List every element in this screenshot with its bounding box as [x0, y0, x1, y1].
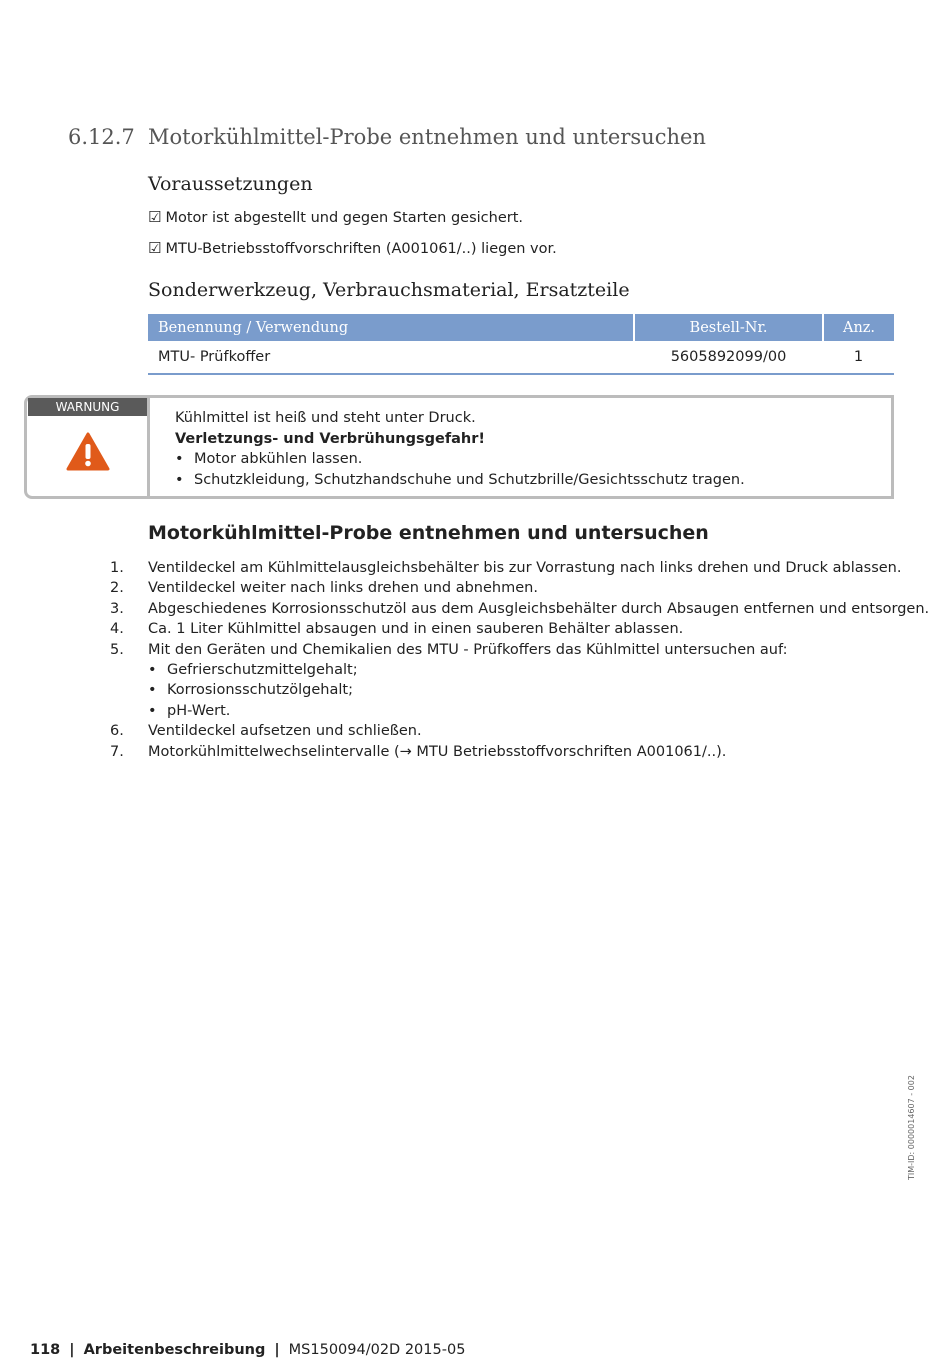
cell-order-no: 5605892099/00: [634, 341, 823, 374]
list-item: 4. Ca. 1 Liter Kühlmittel absaugen und in einen sauberen Behälter ablassen.: [110, 621, 684, 638]
table-header-row: [148, 314, 894, 341]
sub-list-item: • Korrosionsschutzölgehalt;: [148, 682, 353, 699]
column-header-name: Benennung / Verwendung: [148, 314, 634, 341]
warning-hazard: Kühlmittel ist heiß und steht unter Druck.: [175, 410, 476, 426]
procedure-heading: Motorkühlmittel-Probe entnehmen und untersuchen: [148, 522, 709, 544]
sub-list-item: • Gefrierschutzmittelgehalt;: [148, 662, 358, 679]
warning-divider: [147, 398, 150, 499]
page-footer: [30, 1342, 465, 1358]
warning-bullet: • Motor abkühlen lassen.: [175, 451, 363, 467]
tools-heading: Sonderwerkzeug, Verbrauchsmaterial, Ersatzteile: [148, 279, 630, 301]
list-item: 6. Ventildeckel aufsetzen und schließen.: [110, 723, 422, 740]
prerequisite-item: ☑ Motor ist abgestellt und gegen Starten gesichert.: [148, 208, 523, 226]
cell-qty: 1: [823, 341, 894, 374]
checkbox-checked-icon: ☑: [148, 239, 162, 257]
section-title-text: Motorkühlmittel-Probe entnehmen und untersuchen: [148, 125, 706, 149]
list-item: 3. Abgeschiedenes Korrosionsschutzöl aus dem Ausgleichsbehälter durch Absaugen entfernen und entsorgen.: [110, 600, 930, 617]
section-title: [68, 125, 706, 149]
list-item: 7. Motorkühlmittelwechselintervalle (→ MTU Betriebsstoffvorschriften A001061/..).: [110, 743, 727, 760]
list-item: 5. Mit den Geräten und Chemikalien des MTU - Prüfkoffers das Kühlmittel untersuchen auf:: [110, 641, 788, 658]
table-row: [148, 341, 894, 374]
section-number: 6.12.7: [68, 125, 135, 149]
warning-text: [175, 408, 745, 490]
footer-chapter: Arbeitenbeschreibung: [83, 1342, 266, 1358]
footer-separator: |: [274, 1342, 280, 1358]
tim-id: TIM-ID: 0000014607 - 002: [907, 1075, 916, 1180]
column-header-qty: Anz.: [823, 314, 894, 341]
prerequisites-heading: Voraussetzungen: [148, 173, 313, 195]
footer-doc-id: MS150094/02D 2015-05: [288, 1342, 466, 1358]
prerequisite-item: ☑ MTU-Betriebsstoffvorschriften (A001061/..) liegen vor.: [148, 239, 557, 257]
list-item: 2. Ventildeckel weiter nach links drehen und abnehmen.: [110, 580, 538, 597]
page-number: 118: [30, 1342, 61, 1358]
sub-list-item: • pH-Wert.: [148, 702, 231, 719]
warning-consequence: Verletzungs- und Verbrühungsgefahr!: [175, 430, 486, 447]
checkbox-checked-icon: ☑: [148, 208, 162, 226]
list-item: 1. Ventildeckel am Kühlmittelausgleichsbehälter bis zur Vorrastung nach links drehen und Druck ablassen.: [110, 560, 902, 576]
column-header-order-no: Bestell-Nr.: [634, 314, 823, 341]
procedure-steps: [100, 558, 929, 762]
warning-triangle-icon: [66, 432, 110, 476]
warning-bullet: • Schutzkleidung, Schutzhandschuhe und Schutzbrille/Gesichtsschutz tragen.: [175, 471, 745, 488]
warning-tag: WARNUNG: [28, 398, 147, 416]
cell-name: MTU- Prüfkoffer: [148, 341, 634, 374]
parts-table: [148, 314, 894, 375]
footer-separator: |: [69, 1342, 75, 1358]
